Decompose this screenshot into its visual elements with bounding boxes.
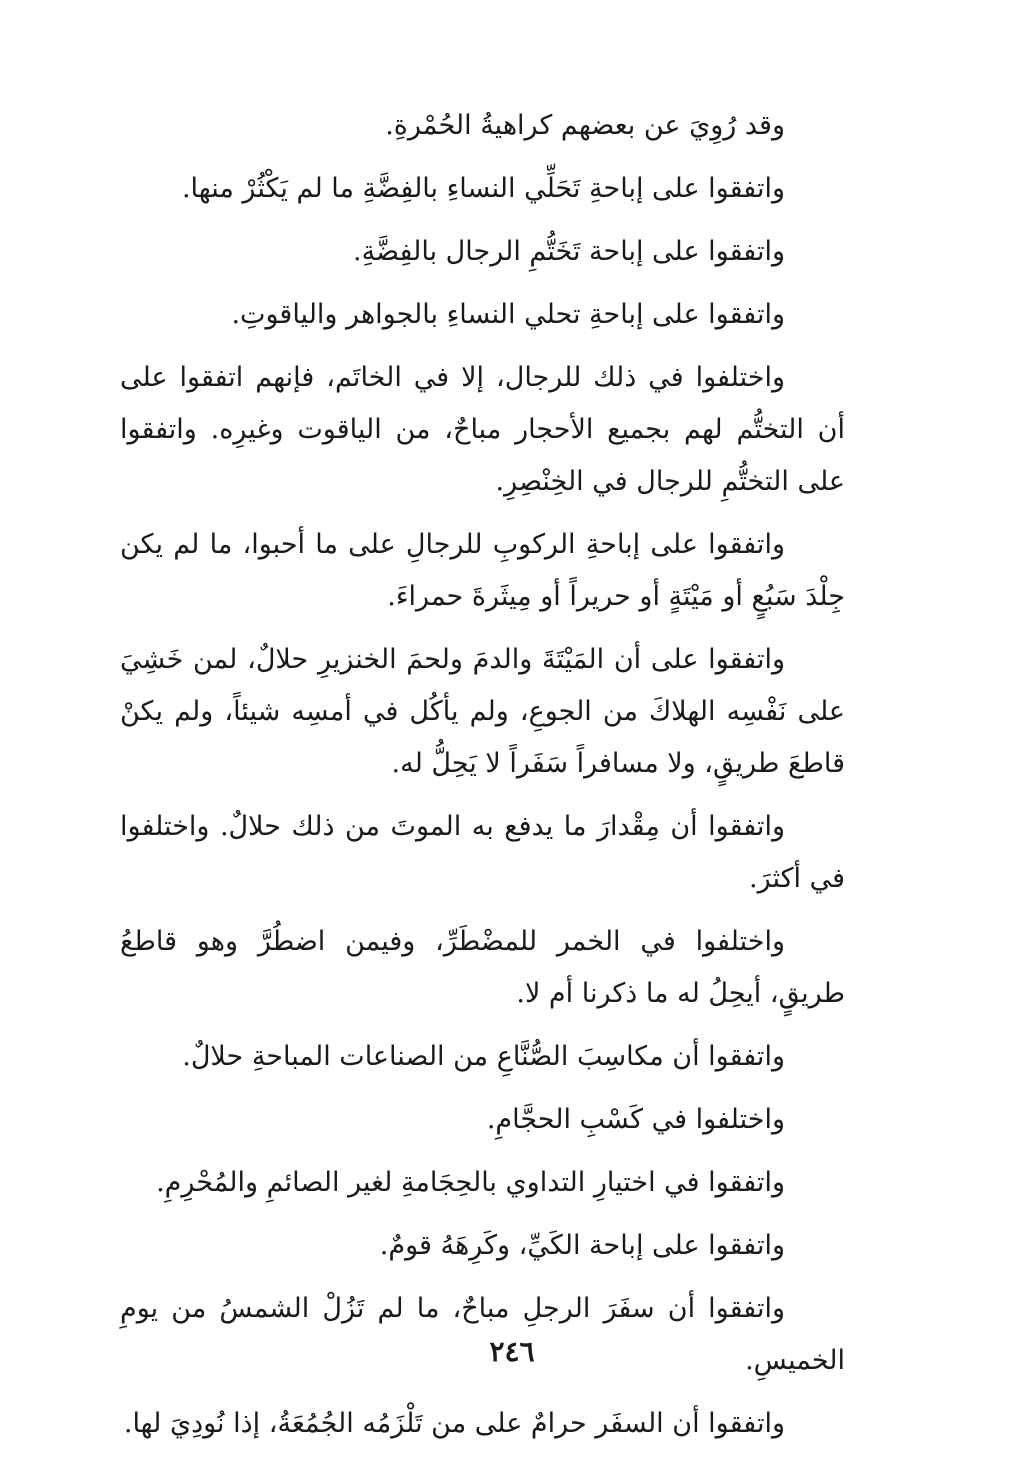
paragraph: واتفقوا على إباحةِ تَحَلِّي النساءِ بالفِضَّةِ ما لم يَكْثُرْ منها. [181,173,785,204]
paragraph: واختلفوا في الخمر للمضْطَرِّ، وفيمن اضطُرَّ وهو قاطعُ طريقٍ، أيحِلُ له ما ذكرنا أم لا. [120,926,845,1009]
paragraph: واتفقوا على إباحةِ الركوبِ للرجالِ على ما أحبوا، ما لم يكن جِلْدَ سَبُعٍ أو مَيْتَةٍ أو حريراً أو مِيثَرةَ حمراءَ. [120,529,845,612]
paragraph: واتفقوا في اختيارِ التداوي بالحِجَامةِ لغير الصائمِ والمُحْرِمِ. [156,1167,785,1198]
paragraph: واختلفوا في ذلك للرجال، إلا في الخاتَم، فإنهم اتفقوا على أن التختُّم لهم بجميع الأحجار مباحٌ، من الياقوت وغيرِه. واتفقوا على التختُّمِ للرجال في الخِنْصِرِ. [120,362,845,497]
paragraph: واتفقوا أن سفَرَ الرجلِ مباحٌ، ما لم تَزُلْ الشمسُ من يومِ الخميسِ. [120,1293,845,1376]
paragraph: واتفقوا أن مِقْدارَ ما يدفع به الموتَ من ذلك حلالٌ. واختلفوا في أكثرَ. [120,811,845,894]
document-body [120,100,845,1461]
paragraph: واختلفوا في كَسْبِ الحجَّامِ. [486,1104,785,1135]
paragraph: واتفقوا على إباحة تَخَتُّمِ الرجال بالفِضَّةِ. [352,236,785,267]
paragraph: واتفقوا على أن المَيْتَةَ والدمَ ولحمَ الخنزيرِ حلالٌ، لمن خَشِيَ على نَفْسِه الهلاكَ من الجوعِ، ولم يأكُل في أمسِه شيئاً، ولم يكنْ قاطعَ طريقٍ، ولا مسافراً سَفَراً لا يَحِلُّ له. [120,644,845,779]
page-number: ٢٤٦ [489,1335,535,1368]
paragraph: وقد رُوِيَ عن بعضهم كراهيةُ الحُمْرةِ. [385,110,785,141]
paragraph: واتفقوا على إباحة الكَيِّ، وكَرِهَهُ قومٌ. [379,1230,785,1261]
paragraph: واتفقوا أن مكاسِبَ الصُّنَّاعِ من الصناعات المباحةِ حلالٌ. [182,1041,785,1072]
paragraph: واتفقوا على إباحةِ تحلي النساءِ بالجواهر والياقوتِ. [231,299,785,330]
paragraph: واتفقوا أن السفَر حرامٌ على من تَلْزَمُه الجُمُعَةُ، إذا نُودِيَ لها. [123,1408,785,1439]
